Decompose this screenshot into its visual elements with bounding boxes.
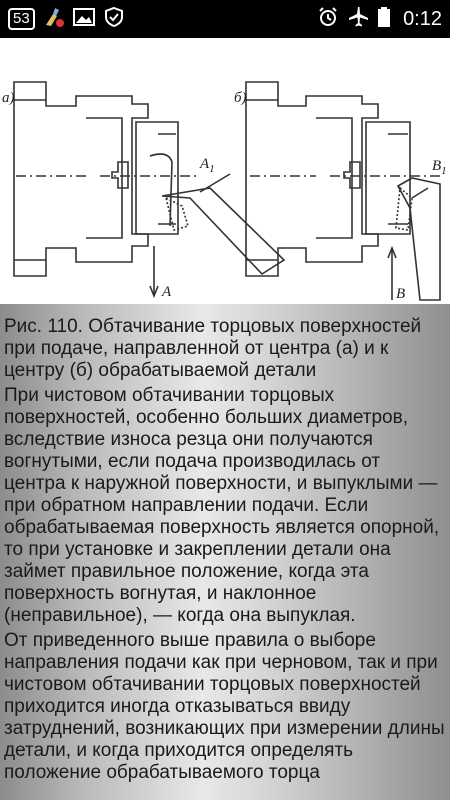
status-bar-system [309, 6, 450, 33]
battery-icon [377, 6, 391, 33]
status-bar-notifications [0, 6, 133, 33]
view-b-label: B [396, 286, 406, 302]
status-bar [0, 0, 450, 38]
airplane-mode-icon [347, 6, 369, 33]
shield-icon [103, 6, 125, 33]
gallery-icon [73, 7, 95, 32]
view-a-label: A [162, 284, 172, 300]
figure-caption: Рис. 110. Обтачивание торцовых поверхностей при подаче, направленной от центра (а) и к центру (б) обрабатываемой детали [4, 316, 422, 381]
panel-b-label: б) [234, 90, 247, 106]
paragraph: При чистовом обтачивании торцовых поверхностей, особенно больших диаметров, вследствие износа резца они получаются вогнутыми, если подача производилась от центра к наружной поверхности, и выпуклыми — при обратном направлении подачи. Если обрабатываемая поверхность является опорной, то при установке и закреплении детали она займет правильное положение, когда эта поверхность вогнутая, и наклонное (неправильное), — когда она выпуклая. [4, 385, 440, 626]
notification-count-badge: 53 [8, 8, 35, 30]
lathe-diagram [0, 38, 450, 304]
lathe-diagram-figure [0, 38, 450, 304]
alarm-icon [317, 6, 339, 33]
point-b1-label: $B_1$ [432, 158, 447, 177]
clock: 0:12 [403, 7, 442, 30]
panel-a-label: а) [2, 90, 15, 106]
article-text[interactable] [0, 304, 450, 800]
point-a1-label: $A_1$ [200, 156, 215, 175]
paragraph: От приведенного выше правила о выборе направления подачи как при черновом, так и при чистовом обтачивании торцовых поверхностей приходится иногда отказываться ввиду затруднений, возникающих при измерении длины детали, и когда приходится определять положение обрабатываемого торца [4, 630, 445, 783]
cleaner-icon [43, 6, 65, 33]
